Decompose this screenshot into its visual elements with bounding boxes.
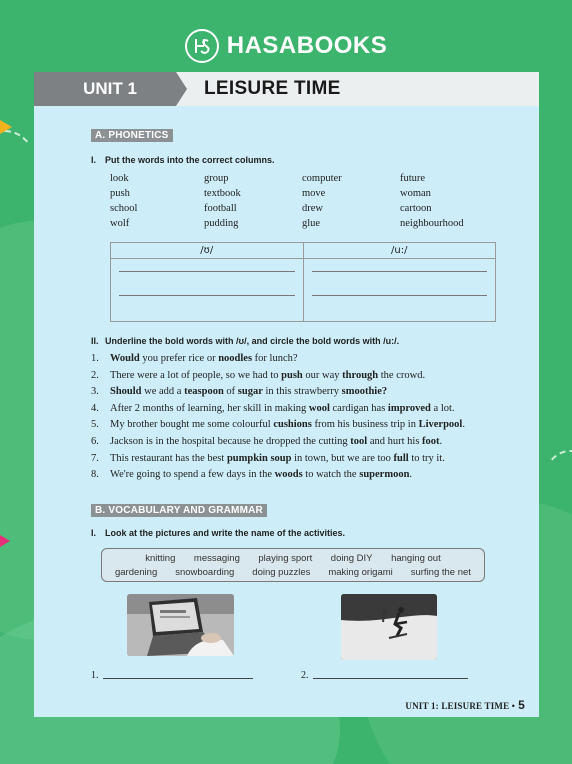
brand-logo bbox=[0, 27, 572, 65]
sentence-number: 7. bbox=[91, 452, 99, 464]
answer-line[interactable] bbox=[312, 271, 488, 272]
sentence-fragment: My brother bought me some colourful bbox=[110, 419, 274, 431]
bold-word[interactable]: through bbox=[342, 369, 379, 381]
word-item: look bbox=[110, 173, 129, 184]
bold-word[interactable]: foot bbox=[422, 435, 440, 447]
sentence-item bbox=[91, 419, 531, 436]
activity-word: doing DIY bbox=[330, 553, 373, 564]
bold-word[interactable]: sugar bbox=[237, 386, 263, 398]
decorative-triangle bbox=[0, 120, 12, 134]
activity-word: doing puzzles bbox=[252, 567, 311, 578]
word-item: drew bbox=[302, 203, 323, 214]
section-heading-vocabulary: B. VOCABULARY AND GRAMMAR bbox=[91, 504, 267, 517]
word-item: computer bbox=[302, 173, 342, 184]
answer-line[interactable] bbox=[103, 678, 253, 679]
exercise-instruction bbox=[91, 528, 345, 538]
activity-word: knitting bbox=[145, 553, 176, 564]
sentence-fragment: to watch the bbox=[302, 469, 360, 481]
answer-number: 2. bbox=[301, 670, 309, 681]
bold-word[interactable]: push bbox=[281, 369, 303, 381]
exercise-instruction bbox=[91, 155, 275, 165]
sentence-fragment: of bbox=[223, 386, 238, 398]
sentence-fragment: Jackson is in the hospital because he dropped the cutting bbox=[110, 435, 351, 447]
sentence-number: 6. bbox=[91, 435, 99, 447]
sentence-text bbox=[110, 403, 455, 420]
activity-row bbox=[102, 553, 484, 564]
table-header: /ʊ/ bbox=[111, 243, 303, 259]
unit-tag-arrow bbox=[176, 72, 187, 106]
table-header: /u:/ bbox=[304, 243, 496, 259]
instruction-text: Underline the bold words with /ʊ/, and circle the bold words with /u:/. bbox=[105, 336, 400, 346]
sentence-number: 2. bbox=[91, 369, 99, 381]
activity-word: hanging out bbox=[391, 553, 441, 564]
sentence-text bbox=[110, 419, 465, 436]
sentence-item bbox=[91, 469, 531, 486]
hs-logo-icon bbox=[185, 29, 219, 63]
section-heading-phonetics: A. PHONETICS bbox=[91, 129, 173, 142]
bold-word[interactable]: wool bbox=[308, 402, 330, 414]
sentence-fragment: from his business trip in bbox=[311, 419, 419, 431]
sentence-fragment: cardigan has bbox=[329, 402, 388, 414]
word-item: future bbox=[400, 173, 426, 184]
exercise-number: I. bbox=[91, 155, 97, 165]
sentence-fragment: a lot. bbox=[430, 402, 455, 414]
word-item: neighbourhood bbox=[400, 218, 464, 229]
bold-word[interactable]: smoothie? bbox=[341, 386, 388, 398]
word-item: wolf bbox=[110, 218, 130, 229]
bold-word[interactable]: full bbox=[393, 452, 409, 464]
activity-word: gardening bbox=[114, 567, 158, 578]
sentence-text bbox=[110, 386, 387, 403]
sentence-number: 8. bbox=[91, 469, 99, 481]
answer-line[interactable] bbox=[313, 678, 468, 679]
sentence-fragment: There were a lot of people, so we had to bbox=[110, 369, 282, 381]
sentence-fragment: the crowd. bbox=[378, 369, 426, 381]
word-item: textbook bbox=[204, 188, 241, 199]
unit-header-bar bbox=[34, 72, 539, 106]
sentence-fragment: We're going to spend a few days in the bbox=[110, 469, 275, 481]
bold-word[interactable]: noodles bbox=[218, 353, 253, 364]
page-footer bbox=[405, 698, 525, 712]
sentence-item bbox=[91, 453, 531, 470]
bold-word[interactable]: improved bbox=[387, 402, 431, 414]
sentence-fragment: in this strawberry bbox=[262, 386, 342, 398]
answer-line[interactable] bbox=[119, 295, 295, 296]
word-item: glue bbox=[302, 218, 321, 229]
sentence-number: 1. bbox=[91, 353, 99, 364]
word-item: move bbox=[302, 188, 326, 199]
activity-word: making origami bbox=[328, 567, 393, 578]
sentence-list bbox=[91, 353, 531, 486]
bold-word[interactable]: teaspoon bbox=[184, 386, 224, 398]
sentence-text bbox=[110, 353, 298, 370]
exercise-number: I. bbox=[91, 528, 97, 538]
sentence-number: 3. bbox=[91, 386, 99, 398]
bold-word[interactable]: cushions bbox=[273, 419, 312, 431]
laptop-messaging-photo bbox=[127, 594, 234, 656]
sentence-fragment: This restaurant has the best bbox=[110, 452, 227, 464]
sentence-fragment: we add a bbox=[141, 386, 185, 398]
exercise-instruction bbox=[91, 336, 399, 346]
word-list-grid bbox=[110, 173, 520, 229]
sentence-item bbox=[91, 386, 531, 403]
answer-line[interactable] bbox=[119, 271, 295, 272]
sentence-text bbox=[110, 436, 442, 453]
sentence-fragment: . bbox=[409, 469, 413, 481]
snowboarding-photo bbox=[341, 594, 437, 660]
table-column bbox=[111, 243, 303, 321]
sentence-item bbox=[91, 403, 531, 420]
footer-label: UNIT 1: LEISURE TIME • bbox=[405, 701, 516, 711]
sentence-number: 5. bbox=[91, 419, 99, 431]
bold-word[interactable]: pumpkin bbox=[226, 452, 268, 464]
sentence-fragment: . bbox=[462, 419, 465, 431]
sentence-text bbox=[110, 370, 425, 387]
sentence-item bbox=[91, 436, 531, 453]
sentence-text bbox=[110, 469, 412, 486]
bold-word[interactable]: Would bbox=[110, 353, 140, 364]
bold-word[interactable]: tool bbox=[350, 435, 368, 447]
sentence-fragment: in town, but we are too bbox=[291, 452, 394, 464]
unit-title: LEISURE TIME bbox=[204, 78, 341, 99]
bold-word[interactable]: Liverpool bbox=[418, 419, 463, 431]
exercise-number: II. bbox=[91, 336, 99, 346]
workbook-page bbox=[34, 72, 539, 717]
answer-line[interactable] bbox=[312, 295, 488, 296]
word-item: football bbox=[204, 203, 237, 214]
activity-word-box bbox=[101, 548, 485, 582]
word-item: group bbox=[204, 173, 229, 184]
instruction-text: Put the words into the correct columns. bbox=[105, 155, 275, 165]
bold-word[interactable]: woods bbox=[274, 469, 303, 481]
sentence-number: 4. bbox=[91, 402, 99, 414]
activity-row bbox=[102, 567, 484, 578]
word-item: pudding bbox=[204, 218, 239, 229]
activity-word: playing sport bbox=[258, 553, 313, 564]
word-item: woman bbox=[400, 188, 431, 199]
brand-name: HASABOOKS bbox=[226, 32, 388, 59]
activity-word: messaging bbox=[193, 553, 240, 564]
sentence-fragment: to try it. bbox=[408, 452, 445, 464]
answer-field-2[interactable] bbox=[301, 670, 468, 681]
activity-word: surfing the net bbox=[410, 567, 471, 578]
sentence-fragment: for lunch? bbox=[252, 353, 298, 364]
sentence-fragment: our way bbox=[302, 369, 343, 381]
unit-label: UNIT 1 bbox=[83, 79, 137, 98]
page-number: 5 bbox=[518, 698, 525, 712]
sentence-fragment: . bbox=[439, 435, 443, 447]
sentence-item bbox=[91, 353, 531, 370]
sentence-fragment: After 2 months of learning, her skill in making bbox=[110, 402, 309, 414]
word-item: cartoon bbox=[400, 203, 432, 214]
sentence-fragment: you prefer rice or bbox=[139, 353, 219, 364]
word-item: school bbox=[110, 203, 138, 214]
sentence-fragment: and hurt his bbox=[367, 435, 423, 447]
decorative-triangle bbox=[0, 535, 10, 547]
bold-word[interactable]: soup bbox=[270, 452, 292, 464]
sentence-item bbox=[91, 370, 531, 387]
answer-field-1[interactable] bbox=[91, 670, 253, 681]
answer-number: 1. bbox=[91, 670, 99, 681]
word-item: push bbox=[110, 188, 130, 199]
table-column bbox=[303, 243, 496, 321]
bold-word[interactable]: supermoon bbox=[359, 469, 410, 481]
sentence-text bbox=[110, 453, 445, 470]
phonetic-columns-table bbox=[110, 242, 496, 322]
bold-word[interactable]: Should bbox=[110, 386, 142, 398]
instruction-text: Look at the pictures and write the name of the activities. bbox=[105, 528, 346, 538]
activity-word: snowboarding bbox=[175, 567, 235, 578]
